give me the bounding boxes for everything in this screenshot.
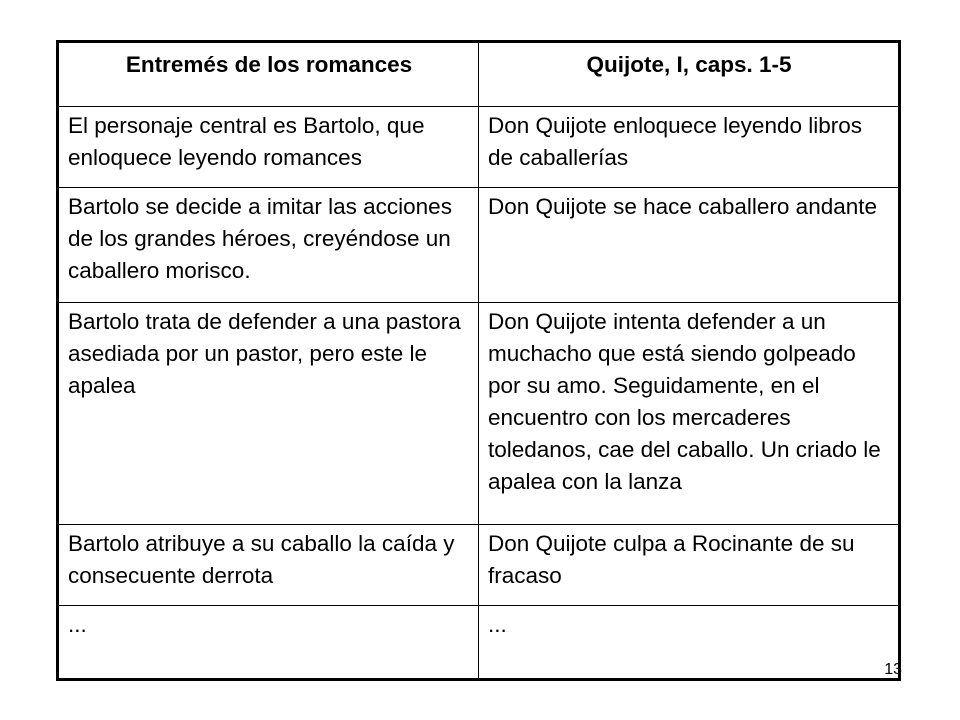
table-row <box>58 606 900 680</box>
quijote-cell: Don Quijote culpa a Rocinante de su fracaso <box>479 525 900 606</box>
table-row <box>58 188 900 303</box>
quijote-cell: Don Quijote se hace caballero andante <box>479 188 900 303</box>
quijote-cell: ... <box>479 606 900 680</box>
header-quijote: Quijote, I, caps. 1-5 <box>479 42 900 107</box>
entremes-cell: ... <box>58 606 479 680</box>
page-number: 13 <box>884 661 902 678</box>
table-header-row <box>58 42 900 107</box>
entremes-cell: Bartolo trata de defender a una pastora asediada por un pastor, pero este le apalea <box>58 303 479 525</box>
entremes-cell: El personaje central es Bartolo, que enloquece leyendo romances <box>58 107 479 188</box>
entremes-cell: Bartolo atribuye a su caballo la caída y consecuente derrota <box>58 525 479 606</box>
header-entremes: Entremés de los romances <box>58 42 479 107</box>
comparison-table <box>56 40 901 681</box>
table-row <box>58 525 900 606</box>
entremes-cell: Bartolo se decide a imitar las acciones de los grandes héroes, creyéndose un caballero morisco. <box>58 188 479 303</box>
quijote-cell: Don Quijote enloquece leyendo libros de caballerías <box>479 107 900 188</box>
table-row <box>58 303 900 525</box>
table-row <box>58 107 900 188</box>
quijote-cell: Don Quijote intenta defender a un muchacho que está siendo golpeado por su amo. Seguidamente, en el encuentro con los mercaderes toledanos, cae del caballo. Un criado le apalea con la lanza <box>479 303 900 525</box>
